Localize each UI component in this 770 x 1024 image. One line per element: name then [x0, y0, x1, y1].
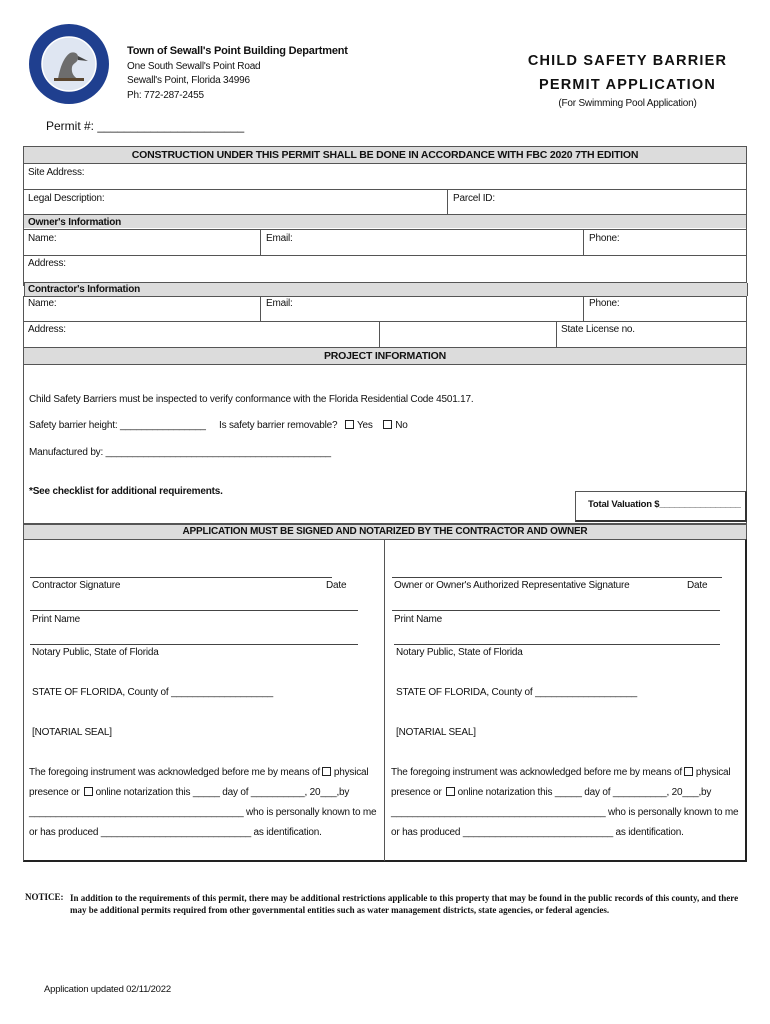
- owner-county-field[interactable]: STATE OF FLORIDA, County of ___________________: [396, 687, 637, 698]
- project-info-bar: [23, 347, 747, 365]
- contractor-county-field[interactable]: STATE OF FLORIDA, County of ___________________: [32, 687, 273, 698]
- contractor-online-checkbox[interactable]: [84, 787, 93, 796]
- department-name: Town of Sewall's Point Building Department: [127, 45, 348, 57]
- construction-bar-text: CONSTRUCTION UNDER THIS PERMIT SHALL BE DONE IN ACCORDANCE WITH FBC 2020 7TH EDITION: [131, 149, 639, 161]
- owner-email-field[interactable]: [260, 229, 584, 256]
- contractor-date-label: Date: [326, 580, 347, 591]
- permit-number-field[interactable]: Permit #: ______________________: [46, 119, 245, 133]
- construction-bar: [23, 146, 747, 164]
- notice-label: NOTICE:: [25, 892, 64, 902]
- form-title-line-2: PERMIT APPLICATION: [538, 77, 717, 93]
- notice-text: In addition to the requirements of this permit, there may be additional restrictions applicable to this property that may be found in the public records of this county, and there may be additional permits required from other governmental entities such as water management districts, state agencies, or federal agencies.: [70, 893, 739, 915]
- owner-ack-line-4: or has produced ____________________________ as identification.: [391, 827, 684, 838]
- owner-address-label: Address:: [28, 258, 66, 269]
- state-license-label: State License no.: [561, 324, 635, 335]
- owner-signature-label: Owner or Owner's Authorized Representative Signature: [394, 580, 630, 591]
- contractor-email-field[interactable]: [260, 296, 584, 322]
- owner-ack-line-1: [391, 767, 730, 778]
- owner-print-label: Print Name: [394, 614, 443, 625]
- contractor-print-label: Print Name: [32, 614, 81, 625]
- owner-name-label: Name:: [28, 233, 57, 244]
- contractor-address-field[interactable]: [23, 321, 380, 348]
- owner-date-label: Date: [687, 580, 708, 591]
- contractor-ack-text-1: The foregoing instrument was acknowledged before me by means of: [29, 767, 320, 778]
- removable-question: [219, 420, 408, 431]
- contractor-print-line[interactable]: [30, 610, 358, 611]
- contractor-section-label: Contractor's Information: [28, 284, 141, 295]
- contractor-signature-line[interactable]: [30, 577, 332, 578]
- form-subtitle: (For Swimming Pool Application): [558, 98, 697, 109]
- address-line-2: Sewall's Point, Florida 34996: [127, 75, 250, 86]
- contractor-address-extra-field[interactable]: [379, 321, 557, 348]
- removable-no-checkbox[interactable]: [383, 420, 392, 429]
- contractor-ack-line-2: [29, 787, 349, 798]
- contractor-name-label: Name:: [28, 298, 57, 309]
- removable-label: Is safety barrier removable?: [219, 420, 338, 431]
- site-address-field[interactable]: [23, 163, 747, 190]
- owner-email-label: Email:: [266, 233, 293, 244]
- owner-address-field[interactable]: [23, 255, 747, 283]
- owner-ack-line-2: [391, 787, 711, 798]
- contractor-email-label: Email:: [266, 298, 293, 309]
- owner-print-line[interactable]: [392, 610, 720, 611]
- owner-name-field[interactable]: [23, 229, 261, 256]
- owner-ack-line-3: ________________________________________ who is personally known to me: [391, 807, 739, 818]
- address-line-1: One South Sewall's Point Road: [127, 61, 261, 72]
- owner-ack-text-2: presence or: [391, 787, 442, 798]
- contractor-ack-line-4: or has produced ____________________________ as identification.: [29, 827, 322, 838]
- manufacturer-field[interactable]: Manufactured by: __________________________________________: [29, 447, 331, 458]
- removable-yes-label: Yes: [356, 420, 373, 431]
- seal-graphic: [28, 23, 110, 105]
- owner-notary-label: Notary Public, State of Florida: [396, 647, 523, 658]
- contractor-phone-label: Phone:: [589, 298, 620, 309]
- owner-section-header: [24, 215, 746, 228]
- barrier-height-field[interactable]: Safety barrier height: ________________: [29, 420, 206, 431]
- contractor-ack-line-1: [29, 767, 368, 778]
- total-valuation-label: Total Valuation $________________: [588, 499, 741, 510]
- form-title-line-1: CHILD SAFETY BARRIER: [527, 53, 728, 69]
- contractor-signature-label: Contractor Signature: [32, 580, 121, 591]
- owner-online-checkbox[interactable]: [446, 787, 455, 796]
- checklist-note: *See checklist for additional requirements.: [29, 486, 223, 497]
- removable-no-label: No: [395, 420, 408, 431]
- application-updated-date: Application updated 02/11/2022: [44, 984, 171, 995]
- project-info-bar-text: PROJECT INFORMATION: [323, 350, 446, 362]
- signature-divider: [384, 539, 385, 861]
- contractor-ack-line-3: ________________________________________ who is personally known to me: [29, 807, 377, 818]
- contractor-notary-line[interactable]: [30, 644, 358, 645]
- signature-bar-text: APPLICATION MUST BE SIGNED AND NOTARIZED BY THE CONTRACTOR AND OWNER: [182, 526, 588, 537]
- owner-phone-label: Phone:: [589, 233, 620, 244]
- removable-yes-checkbox[interactable]: [345, 420, 354, 429]
- legal-description-label: Legal Description:: [28, 193, 105, 204]
- signature-bar: [23, 524, 747, 540]
- owner-signature-line[interactable]: [392, 577, 722, 578]
- owner-online-text: online notarization this _____ day of __________, 20___,by: [457, 787, 712, 798]
- contractor-notarial-seal: [NOTARIAL SEAL]: [32, 727, 112, 738]
- phone-number: Ph: 772-287-2455: [127, 90, 204, 101]
- contractor-physical-label: physical: [333, 767, 369, 778]
- owner-section-label: Owner's Information: [28, 217, 122, 228]
- inspection-note: Child Safety Barriers must be inspected to verify conformance with the Florida Residential Code 4501.17.: [29, 394, 474, 405]
- owner-physical-checkbox[interactable]: [684, 767, 693, 776]
- contractor-online-text: online notarization this _____ day of __________, 20___,by: [95, 787, 350, 798]
- contractor-address-label: Address:: [28, 324, 66, 335]
- owner-physical-label: physical: [695, 767, 731, 778]
- site-address-label: Site Address:: [28, 167, 85, 178]
- contractor-ack-text-2: presence or: [29, 787, 80, 798]
- parcel-id-label: Parcel ID:: [453, 193, 495, 204]
- owner-ack-text-1: The foregoing instrument was acknowledged before me by means of: [391, 767, 682, 778]
- contractor-name-field[interactable]: [23, 296, 261, 322]
- town-seal: [28, 23, 110, 105]
- owner-notarial-seal: [NOTARIAL SEAL]: [396, 727, 476, 738]
- owner-notary-line[interactable]: [394, 644, 720, 645]
- contractor-physical-checkbox[interactable]: [322, 767, 331, 776]
- contractor-notary-label: Notary Public, State of Florida: [32, 647, 159, 658]
